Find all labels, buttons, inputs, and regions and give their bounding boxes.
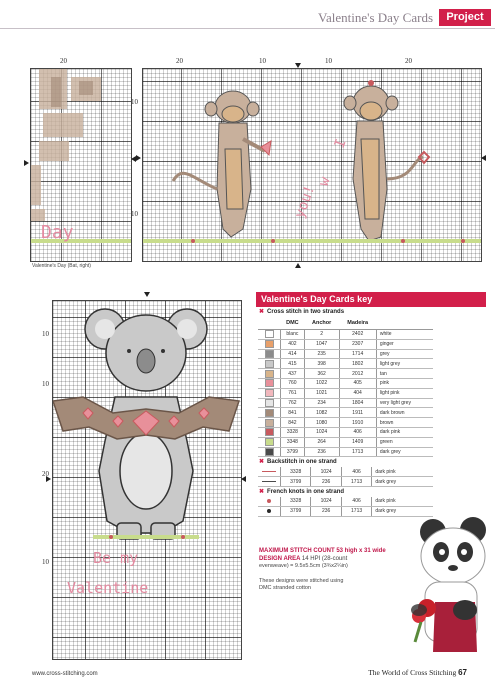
key-anchor: 235 xyxy=(304,349,339,359)
header-rule xyxy=(0,28,495,29)
key-anchor: 1024 xyxy=(304,427,339,437)
monkey-top-number-1: 20 xyxy=(176,57,183,65)
max-stitch-count: MAXIMUM STITCH COUNT 53 high x 31 wide xyxy=(259,548,386,554)
left-chart-top-number: 20 xyxy=(60,57,67,65)
thread-swatch xyxy=(258,447,281,457)
key-anchor: 1082 xyxy=(304,408,339,418)
key-anchor: 1021 xyxy=(304,388,339,398)
cross-stitch-header: ✖ Cross stitch in two strands xyxy=(259,309,345,315)
key-row xyxy=(258,378,433,388)
thread-swatch xyxy=(258,477,281,487)
koala-side-number-4: 10 xyxy=(42,558,49,566)
key-name: light grey xyxy=(376,359,433,369)
key-dmc: 761 xyxy=(281,388,305,398)
panda-illustration xyxy=(405,512,495,662)
key-madeira: 406 xyxy=(341,467,371,476)
key-name: dark grey xyxy=(372,506,433,516)
backstitch-table xyxy=(258,467,433,487)
key-row xyxy=(258,369,433,379)
key-anchor: 1047 xyxy=(304,339,339,349)
key-name: grey xyxy=(376,349,433,359)
monkey-left xyxy=(173,91,265,237)
thread-swatch xyxy=(258,408,281,418)
key-anchor: 236 xyxy=(304,447,339,457)
french-knots-header: ✖ French knots in one strand xyxy=(259,488,345,495)
key-madeira: 404 xyxy=(339,388,376,398)
design-area: DESIGN AREA 14 HPI (28-count xyxy=(259,556,348,562)
key-dmc: 3348 xyxy=(281,437,305,447)
key-anchor: 236 xyxy=(311,506,341,516)
svg-text:w: w xyxy=(315,174,334,189)
thread-swatch xyxy=(258,427,281,437)
koala-chart-grid xyxy=(52,300,242,660)
left-chart-caption: Valentine's Day (Bat, right) xyxy=(32,263,91,269)
svg-text:I: I xyxy=(331,136,350,151)
key-name: dark grey xyxy=(376,447,433,457)
key-row xyxy=(258,359,433,369)
koala-side-number-2: 10 xyxy=(42,380,49,388)
monkey-top-number-3: 10 xyxy=(325,57,332,65)
key-name: light pink xyxy=(376,388,433,398)
key-name: very light grey xyxy=(376,398,433,408)
key-row xyxy=(258,477,433,487)
monkey-top-number-2: 10 xyxy=(259,57,266,65)
key-dmc: 3328 xyxy=(281,467,311,476)
key-dmc: 3799 xyxy=(281,477,311,487)
left-chart-grid xyxy=(30,68,132,262)
key-madeira: 2402 xyxy=(339,330,376,340)
key-row xyxy=(258,427,433,437)
key-madeira: 1714 xyxy=(339,349,376,359)
monkey-right xyxy=(344,86,423,241)
key-madeira: 405 xyxy=(339,378,376,388)
key-row xyxy=(258,437,433,447)
key-row xyxy=(258,398,433,408)
key-name: dark pink xyxy=(372,467,433,476)
left-chart-stitched-word: Day xyxy=(41,222,74,243)
key-row xyxy=(258,349,433,359)
key-name: dark pink xyxy=(376,427,433,437)
koala-centre-arrow-top xyxy=(144,292,150,297)
monkey-centre-arrow-right xyxy=(481,155,486,161)
key-madeira: 406 xyxy=(339,427,376,437)
key-dmc: 3799 xyxy=(281,506,311,516)
thread-swatch xyxy=(258,349,281,359)
key-row xyxy=(258,330,433,340)
monkey-top-number-4: 20 xyxy=(405,57,412,65)
thread-swatch xyxy=(258,437,281,447)
cross-stitch-table: DMC Anchor Madeira blanc 2 2402 white 402 1047 2307 ginger 414 235 1714 grey 415 398 1802 light grey 437 362 2012 tan 760 1022 405 pink 761 1021 404 light pink 762 234 1804 very light grey 841 1082 1911 dark brown 842 1080 1910 brown 3328 1024 406 dark pink 3348 264 1409 green 3799 236 1713 dark grey xyxy=(258,317,433,457)
key-anchor: 1024 xyxy=(311,497,341,506)
key-row xyxy=(258,408,433,418)
key-anchor: 1022 xyxy=(304,378,339,388)
monkey-centre-arrow-left xyxy=(136,155,141,161)
key-name: white xyxy=(376,330,433,340)
key-row xyxy=(258,447,433,457)
koala-chart-stitches xyxy=(53,301,241,659)
thread-swatch xyxy=(258,359,281,369)
design-area-size: evenweave) = 9.5x5.5cm (3¾x2¼in) xyxy=(259,563,348,569)
key-name: dark pink xyxy=(372,497,433,506)
key-madeira: 1910 xyxy=(339,418,376,428)
monkey-side-number-1: 10 xyxy=(131,98,138,106)
key-dmc: 3328 xyxy=(281,427,305,437)
key-anchor: 264 xyxy=(304,437,339,447)
koala-centre-arrow-right xyxy=(241,476,246,482)
key-madeira: 406 xyxy=(341,497,371,506)
key-anchor: 362 xyxy=(304,369,339,379)
key-dmc: 437 xyxy=(281,369,305,379)
key-madeira: 2307 xyxy=(339,339,376,349)
footer-url: www.cross-stitching.com xyxy=(32,671,98,677)
key-madeira: 1409 xyxy=(339,437,376,447)
key-dmc: 415 xyxy=(281,359,305,369)
cross-marker-icon: ✖ xyxy=(259,488,265,495)
section-title: Valentine's Day Cards xyxy=(318,10,433,25)
key-row xyxy=(258,339,433,349)
koala-side-number-3: 20 xyxy=(42,470,49,478)
koala-centre-arrow-left xyxy=(46,476,51,482)
key-anchor: 2 xyxy=(304,330,339,340)
koala-stitched-line-1: Be my xyxy=(93,549,139,567)
left-chart-centre-arrow xyxy=(24,160,29,166)
key-name: dark brown xyxy=(376,408,433,418)
cross-marker-icon: ✖ xyxy=(259,309,265,315)
footer-magazine: The World of Cross Stitching 67 xyxy=(368,668,467,677)
key-dmc: 402 xyxy=(281,339,305,349)
thread-swatch xyxy=(258,388,281,398)
key-madeira: 1911 xyxy=(339,408,376,418)
key-madeira: 1802 xyxy=(339,359,376,369)
key-madeira: 1713 xyxy=(339,447,376,457)
thread-note: These designs were stitched using DMC stranded cotton xyxy=(259,578,344,591)
koala-stitched-line-2: Valentine xyxy=(67,579,149,597)
key-anchor: 1080 xyxy=(304,418,339,428)
thread-swatch xyxy=(258,497,281,506)
monkey-chart-stitches xyxy=(143,69,481,261)
key-dmc: 3328 xyxy=(281,497,311,506)
key-row xyxy=(258,388,433,398)
key-name: pink xyxy=(376,378,433,388)
key-dmc: 414 xyxy=(281,349,305,359)
key-name: dark grey xyxy=(372,477,433,487)
key-name: ginger xyxy=(376,339,433,349)
key-dmc: 842 xyxy=(281,418,305,428)
key-anchor: 234 xyxy=(304,398,339,408)
thread-swatch xyxy=(258,506,281,516)
koala-side-number-1: 10 xyxy=(42,330,49,338)
key-madeira: 1713 xyxy=(341,506,371,516)
key-madeira: 1804 xyxy=(339,398,376,408)
backstitch-header: ✖ Backstitch in one strand xyxy=(259,459,337,466)
key-madeira: 1713 xyxy=(341,477,371,487)
key-anchor: 1024 xyxy=(311,467,341,476)
key-row xyxy=(258,497,433,506)
key-panel xyxy=(256,292,486,517)
thread-swatch xyxy=(258,330,281,340)
monkey-side-number-2: 10 xyxy=(131,210,138,218)
thread-swatch xyxy=(258,418,281,428)
thread-swatch xyxy=(258,369,281,379)
thread-swatch xyxy=(258,467,281,476)
key-dmc: blanc xyxy=(281,330,305,340)
key-dmc: 762 xyxy=(281,398,305,408)
key-name: brown xyxy=(376,418,433,428)
thread-swatch xyxy=(258,398,281,408)
key-row xyxy=(258,418,433,428)
cross-marker-icon: ✖ xyxy=(259,459,265,466)
key-madeira: 2012 xyxy=(339,369,376,379)
thread-swatch xyxy=(258,339,281,349)
svg-text:you!: you! xyxy=(291,183,319,221)
key-dmc: 3799 xyxy=(281,447,305,457)
key-anchor: 398 xyxy=(304,359,339,369)
key-anchor: 236 xyxy=(311,477,341,487)
key-row xyxy=(258,467,433,476)
thread-swatch xyxy=(258,378,281,388)
key-dmc: 760 xyxy=(281,378,305,388)
key-name: green xyxy=(376,437,433,447)
monkey-chart-grid xyxy=(142,68,482,262)
project-tag: Project xyxy=(439,9,491,26)
key-name: tan xyxy=(376,369,433,379)
key-dmc: 841 xyxy=(281,408,305,418)
key-title: Valentine's Day Cards key xyxy=(256,292,486,307)
monkey-centre-arrow-bottom xyxy=(295,263,301,268)
